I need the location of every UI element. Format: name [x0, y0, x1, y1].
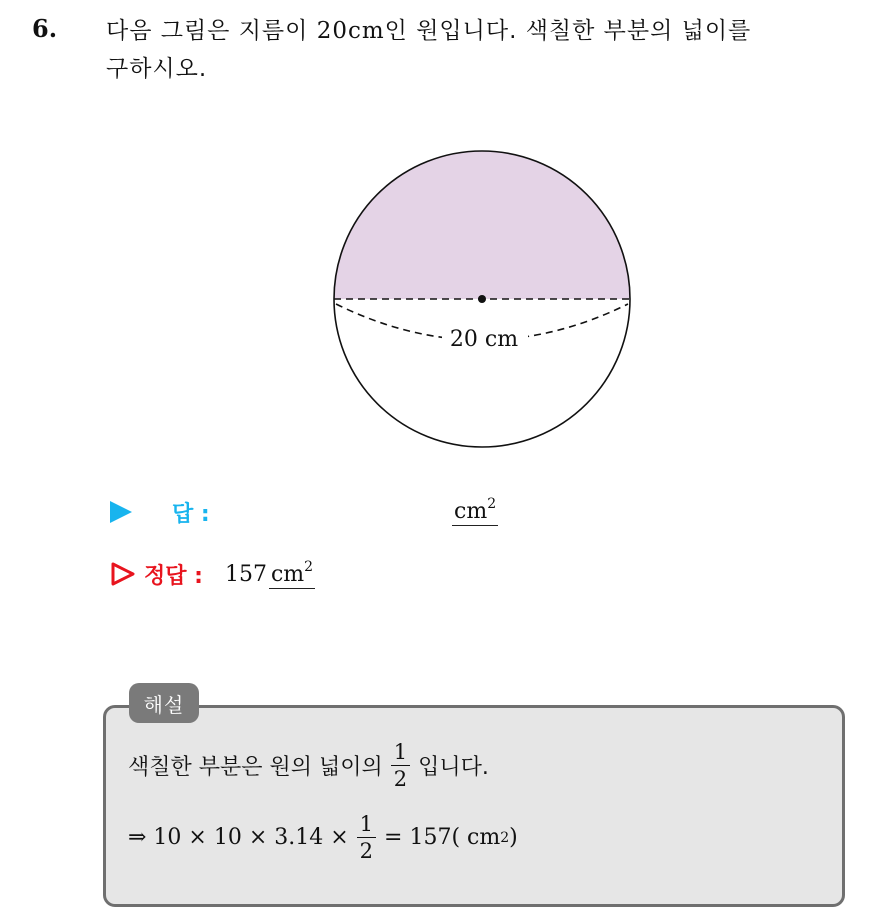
answer-unit-exp: 2 [487, 496, 497, 512]
explanation-tab: 해설 [129, 683, 199, 723]
question-line2: 구하시오. [106, 56, 208, 82]
explanation-result-exp: 2 [500, 829, 510, 846]
correct-unit-exp: 2 [304, 559, 314, 575]
answer-label: 답 : [172, 501, 210, 527]
play-outline-icon [110, 561, 136, 587]
question-text [106, 12, 866, 88]
explanation-result-close: ) [509, 825, 518, 850]
question-line1-unit: cm [347, 18, 385, 44]
explanation-line1-tail: 입니다. [418, 755, 489, 780]
circle-figure [326, 146, 638, 456]
fraction-numerator-2: 1 [357, 812, 376, 838]
fraction-half [391, 740, 410, 791]
answer-unit-text: cm [454, 499, 488, 524]
correct-unit-text: cm [270, 562, 305, 587]
center-dot [478, 295, 486, 303]
explanation-box [103, 705, 845, 907]
fraction-numerator: 1 [391, 740, 410, 766]
explanation-expression: ⇒ 10 × 10 × 3.14 × [128, 825, 349, 850]
correct-row [110, 556, 315, 592]
question-line1-a: 다음 그림은 지름이 [106, 18, 317, 44]
explanation-line2 [128, 812, 518, 863]
correct-label: 정답 : [144, 563, 203, 589]
explanation-result: = 157( cm [384, 825, 501, 850]
fraction-half-2 [357, 812, 376, 863]
fraction-denominator: 2 [393, 767, 408, 791]
diameter-label: 20 cm [449, 327, 519, 352]
question-line1-value: 20 [316, 18, 348, 44]
explanation-line1-text: 색칠한 부분은 원의 넓이의 [128, 755, 383, 780]
question-line1-b: 인 원입니다. 색칠한 부분의 넓이를 [384, 18, 752, 44]
answer-row [110, 494, 210, 530]
answer-unit [452, 496, 498, 526]
question-number: 6. [32, 14, 58, 43]
fraction-denominator-2: 2 [359, 839, 374, 863]
correct-unit [269, 559, 315, 589]
correct-value: 157 [224, 561, 267, 587]
explanation-line1 [128, 740, 489, 791]
shaded-semicircle [334, 151, 630, 299]
play-icon [110, 501, 132, 523]
